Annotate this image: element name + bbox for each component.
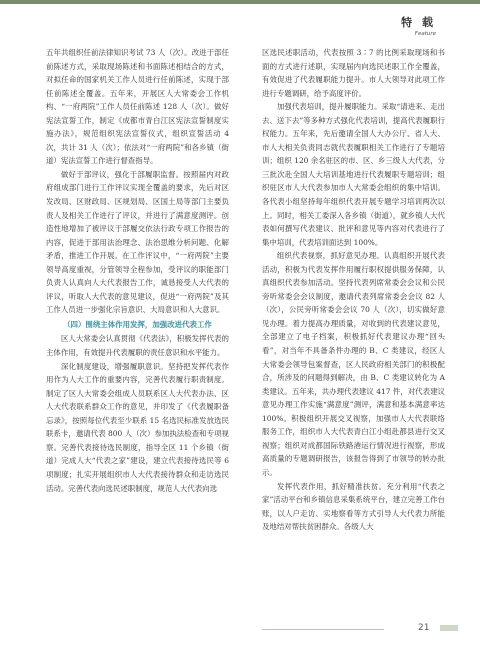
paragraph: 组织代表视察，抓好意见办理。认真组织开展代表活动，积极为代表发挥作用履行职权提供服务保障，认真组织代表参加活动。坚持代表列席常委会会议和公民旁听常委会会议制度，邀请代表列席常委会会议 82 人（次），公民旁听常委会会议 70 人（次），切实做好意见办理。着力提高办理质量，对收到的代表建议意见，全部建立了电子档案，积极抓好代表建议办理“回头看”，对当年不具备条件办理的 B、C 类建议，经区人大常委会领导包案督查，区人民政府相关部门的积极配合，所涉及的问题得到解决，由 B、C 类建议转化为 A 类建议。五年来，共办理代表建议 417 件，对代表建议意见办理工作实施“满意度”测评，满意和基本满意率达 100%。积极组织开展交叉视察，加强市人大代表联络服务工作，组织市人大代表青白江小组赴都县进行交叉视察；组织对成都国际铁路港运行情况进行视察，形成高质量的专题调研报告，该报告得到了市领导的转办批示。 [262,251,445,477]
paragraph: 发挥代表作用，抓好精准扶贫。充分利用“代表之家”活动平台和乡镇信息采集系统平台，建立完善工作台账，以人户走访、实地察看等方式引导人大代表力所能及地结对帮扶贫困群众。各级人大 [262,481,445,532]
section-header [401,14,436,37]
page-number: 21 [418,623,430,633]
section-title-en: Feature [414,31,436,37]
right-column [262,46,445,534]
page-marker [440,625,458,631]
top-rule [0,0,480,4]
left-column [46,46,229,495]
footer-rule [262,629,384,630]
paragraph: 五年共组织任前法律知识考试 73 人（次）。改进于部任前陈述方式，采取现场陈述和书面陈述相结合的方式，对拟任命的国家机关工作人员进行任前陈述，实现于部任前陈述全覆盖。五年来，开展区人大常委会工作机构、“一府两院”工作人员任前陈述 128 人（次）。做好宪法宣誓工作，制定《成都市青白江区宪法宣誓制度实施办法》，规范组织宪法宣誓仪式，组织宣誓活动 4 次，共计 31 人（次）；依法对“一府两院”和各乡镇（街道）宪法宣誓工作进行督查指导。 [46,48,229,166]
paragraph: 做好于部评议，强化于部履职监督。按照届内对政府组成部门进行工作评议实现全覆盖的要求，先后对区发改局、区财政局、区规划局、区国土局等部门主要负责人及相关工作进行了评议，并进行了满意度测评。创造性地增加了被评议于部履交依法行政专项工作报告的内容，促进于部用法治理念、法治思维分析问题、化解矛盾，推进工作开展。在工作评议中，“一府两院”主要领导高度重视，分管领导全程参加，受评议的职能部门负责人认真向人大代表报告工作，诚恳接受人大代表的评议，听取人大代表的意见建议，促进“一府两院”及其工作人员进一步强化宗旨意识、大局意识和人大意识。 [46,169,229,315]
paragraph: 深化制度建设，增强履职意识。坚持把发挥代表作用作为人大工作的重要内容，完善代表履行职责制度。制定了区人大常委会组成人员联系区人大代表办法、区人大代表联系群众工作的意见，并印发了《代表履职备忘录》，按照每位代表至少联系 15 名选民标准发放选民联系卡，邀请代表 800 人（次）参加执法检查和专项视察。完善代表接待选民制度，指导全区 11 个乡镇（街道）完成人大“代表之家”建设，建立代表接待选民等 6 项制度；扎实开展组织市人大代表接待群众和走访选民活动。完善代表向选民述职制度，规范人大代表向选 [46,361,229,493]
paragraph: 区选民述职活动，代表按照 3∶7 的比例采取现场和书面的方式进行述职，实现届内向选民述职工作全覆盖，有效促进了代表履职能力提升。市人大领导对此项工作进行专题调研，给予高度评价。 [262,48,445,98]
paragraph: 区人大常委会认真贯彻《代表法》，积极发挥代表的主体作用，有效提升代表履职的责任意识和水平能力。 [46,334,229,358]
section-heading: （四）围绕主体作用发挥，加强改进代表工作 [63,319,212,329]
section-title-cn: 特 载 [401,16,436,29]
paragraph: 加强代表培训，提升履职能力。采取“请进来、走出去、送下去”等多种方式强化代表培训，提高代表履职行权能力。五年来，先后邀请全国人大办公厅、省人大、市人大相关负责同志就代表履职相关工作进行了专题培训；组织 120 余名驻区的市、区、乡三级人大代表，分三批次赴全国人大培训基地进行代表履职专题培训；组织驻区市人大代表参加市人大常委会组织的集中培训。各代表小组坚持每年组织代表开展专题学习培训两次以上。同时，相关工委深入各乡镇（街道），就乡镇人大代表如何撰写代表建议、批评和意见等内容对代表进行了集中培训，代表培训面达到 100%。 [262,102,445,247]
